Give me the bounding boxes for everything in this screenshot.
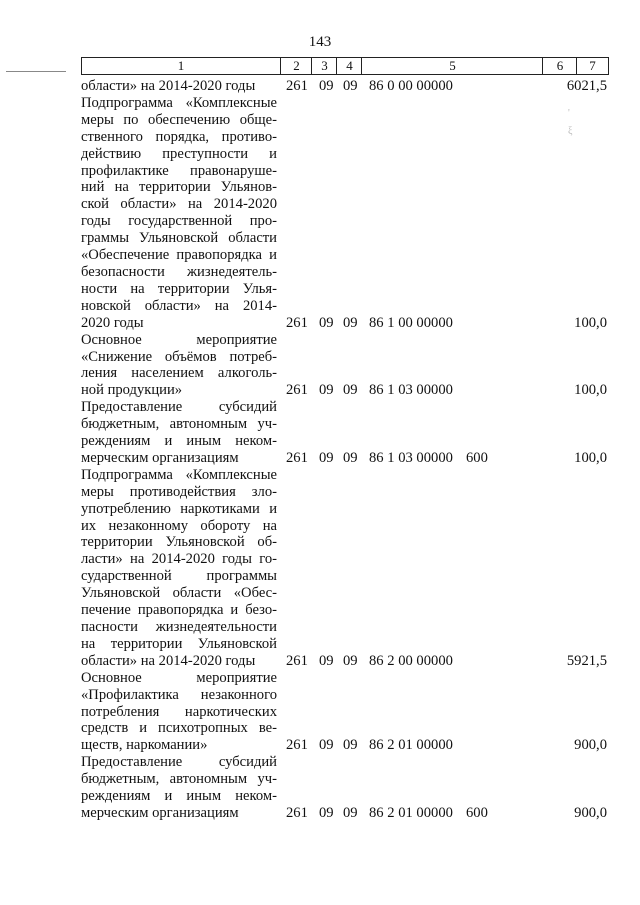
row-text-line: ной продукции»: [81, 382, 183, 399]
row-text-line: ществ, наркомании»: [81, 737, 208, 754]
scan-mark: ': [568, 108, 570, 119]
row-text-line: граммы Ульяновской области: [81, 230, 277, 247]
cell-c7: 900,0: [574, 804, 607, 821]
cell-c5: 86 2 01 00000: [369, 804, 453, 821]
row-text-line: ской области» на 2014-2020: [81, 196, 277, 213]
row-text-line: меры противодействия зло-: [81, 483, 277, 500]
table-row: [81, 78, 607, 95]
row-text-line: их незаконному обороту на: [81, 517, 277, 534]
row-text-line: Предоставление субсидий: [81, 399, 277, 416]
row-text-line: на территории Ульяновской: [81, 635, 277, 652]
row-text-line: употреблению наркотиками и: [81, 500, 277, 517]
row-text-line: области» на 2014-2020 годы: [81, 78, 256, 94]
cell-c3: 09: [319, 449, 334, 466]
cell-c2: 261: [286, 449, 308, 466]
cell-c3: 09: [319, 314, 334, 331]
cell-c3: 09: [319, 737, 334, 754]
cell-c5: 86 0 00 00000: [369, 78, 453, 94]
cell-c5: 86 2 01 00000: [369, 737, 453, 754]
row-text-line: ласти» на 2014-2020 годы го-: [81, 551, 277, 568]
cell-c4: 09: [343, 804, 358, 821]
row-text-line: реждениям и иным неком-: [81, 788, 277, 805]
header-col-7: 7: [576, 58, 608, 74]
row-text-line: бюджетным, автономным уч-: [81, 771, 277, 788]
header-col-2: 2: [280, 58, 312, 74]
page-number: 143: [308, 34, 332, 50]
cell-c2: 261: [286, 652, 308, 669]
row-text-line: бюджетным, автономным уч-: [81, 416, 277, 433]
row-text-line: Предоставление субсидий: [81, 754, 277, 771]
cell-c4: 09: [343, 737, 358, 754]
row-text-line: 2020 годы: [81, 314, 144, 331]
cell-c3: 09: [319, 804, 334, 821]
cell-c7: 100,0: [574, 314, 607, 331]
cell-c4: 09: [343, 652, 358, 669]
cell-c5: 86 1 03 00000: [369, 449, 453, 466]
row-text-line: территории Ульяновской об-: [81, 534, 277, 551]
row-text-line: безопасности жизнедеятель-: [81, 263, 277, 280]
cell-c2: 261: [286, 737, 308, 754]
cell-c4: 09: [343, 449, 358, 466]
cell-c3: 09: [319, 382, 334, 399]
row-text-line: пасности жизнедеятельности: [81, 619, 277, 635]
row-text-line: потребления наркотических: [81, 703, 277, 720]
cell-c3: 09: [319, 78, 334, 94]
table-row: [81, 670, 607, 755]
header-col-6: 6: [542, 58, 577, 74]
table-row: [81, 754, 607, 822]
cell-c4: 09: [343, 382, 358, 399]
row-text-line: ний на территории Ульянов-: [81, 179, 277, 196]
cell-c2: 261: [286, 314, 308, 331]
row-text-line: ления населением алкоголь-: [81, 365, 277, 382]
row-text-line: «Обеспечение правопорядка и: [81, 247, 277, 264]
scan-mark: ξ: [568, 126, 573, 137]
table-header: [81, 57, 609, 75]
table-row: [81, 95, 607, 332]
cell-c7: 900,0: [574, 737, 607, 754]
header-col-1: 1: [177, 58, 185, 73]
row-text-line: области» на 2014-2020 годы: [81, 652, 256, 669]
row-text-line: годы государственной про-: [81, 213, 277, 230]
row-text-line: ственного порядка, противо-: [81, 128, 277, 145]
row-text-line: новской области» на 2014-: [81, 297, 277, 314]
table-row: [81, 332, 607, 400]
row-text-line: реждениям и иным неком-: [81, 433, 277, 450]
cell-c7: 5921,5: [566, 652, 607, 669]
header-col-5: 5: [361, 58, 543, 74]
row-text-line: мерческим организациям: [81, 804, 239, 821]
scan-line: [6, 71, 66, 72]
cell-c5: 86 2 00 00000: [369, 652, 453, 669]
cell-c7: 6021,5: [566, 78, 607, 94]
row-text-line: меры по обеспечению обще-: [81, 111, 277, 128]
row-text-line: Ульяновской области «Обес-: [81, 585, 277, 602]
header-col-3: 3: [311, 58, 337, 74]
cell-c5: 86 1 00 00000: [369, 314, 453, 331]
cell-c6: 600: [466, 449, 488, 466]
row-text-line: Подпрограмма «Комплексные: [81, 466, 277, 483]
table-body: [81, 78, 607, 822]
row-text-line: Основное мероприятие: [81, 669, 277, 686]
row-text-line: Основное мероприятие: [81, 331, 277, 348]
row-text-line: сударственной программы: [81, 568, 277, 585]
cell-c3: 09: [319, 652, 334, 669]
cell-c2: 261: [286, 78, 308, 94]
row-text-line: действию преступности и: [81, 145, 277, 162]
row-text-line: Подпрограмма «Комплексные: [81, 94, 277, 111]
cell-c2: 261: [286, 382, 308, 399]
header-col-4: 4: [336, 58, 362, 74]
cell-c4: 09: [343, 314, 358, 331]
cell-c2: 261: [286, 804, 308, 821]
cell-c7: 100,0: [574, 449, 607, 466]
row-text-line: мерческим организациям: [81, 449, 239, 466]
table-row: [81, 467, 607, 670]
row-text-line: средств и психотропных ве-: [81, 720, 277, 737]
row-text-line: профилактике правонаруше-: [81, 162, 277, 179]
row-text-line: ности на территории Улья-: [81, 280, 277, 297]
row-text-line: «Профилактика незаконного: [81, 686, 277, 703]
table-row: [81, 399, 607, 467]
cell-c6: 600: [466, 804, 488, 821]
row-text-line: «Снижение объёмов потреб-: [81, 348, 277, 365]
row-text-line: печение правопорядка и безо-: [81, 602, 277, 619]
cell-c5: 86 1 03 00000: [369, 382, 453, 399]
cell-c4: 09: [343, 78, 358, 94]
cell-c7: 100,0: [574, 382, 607, 399]
